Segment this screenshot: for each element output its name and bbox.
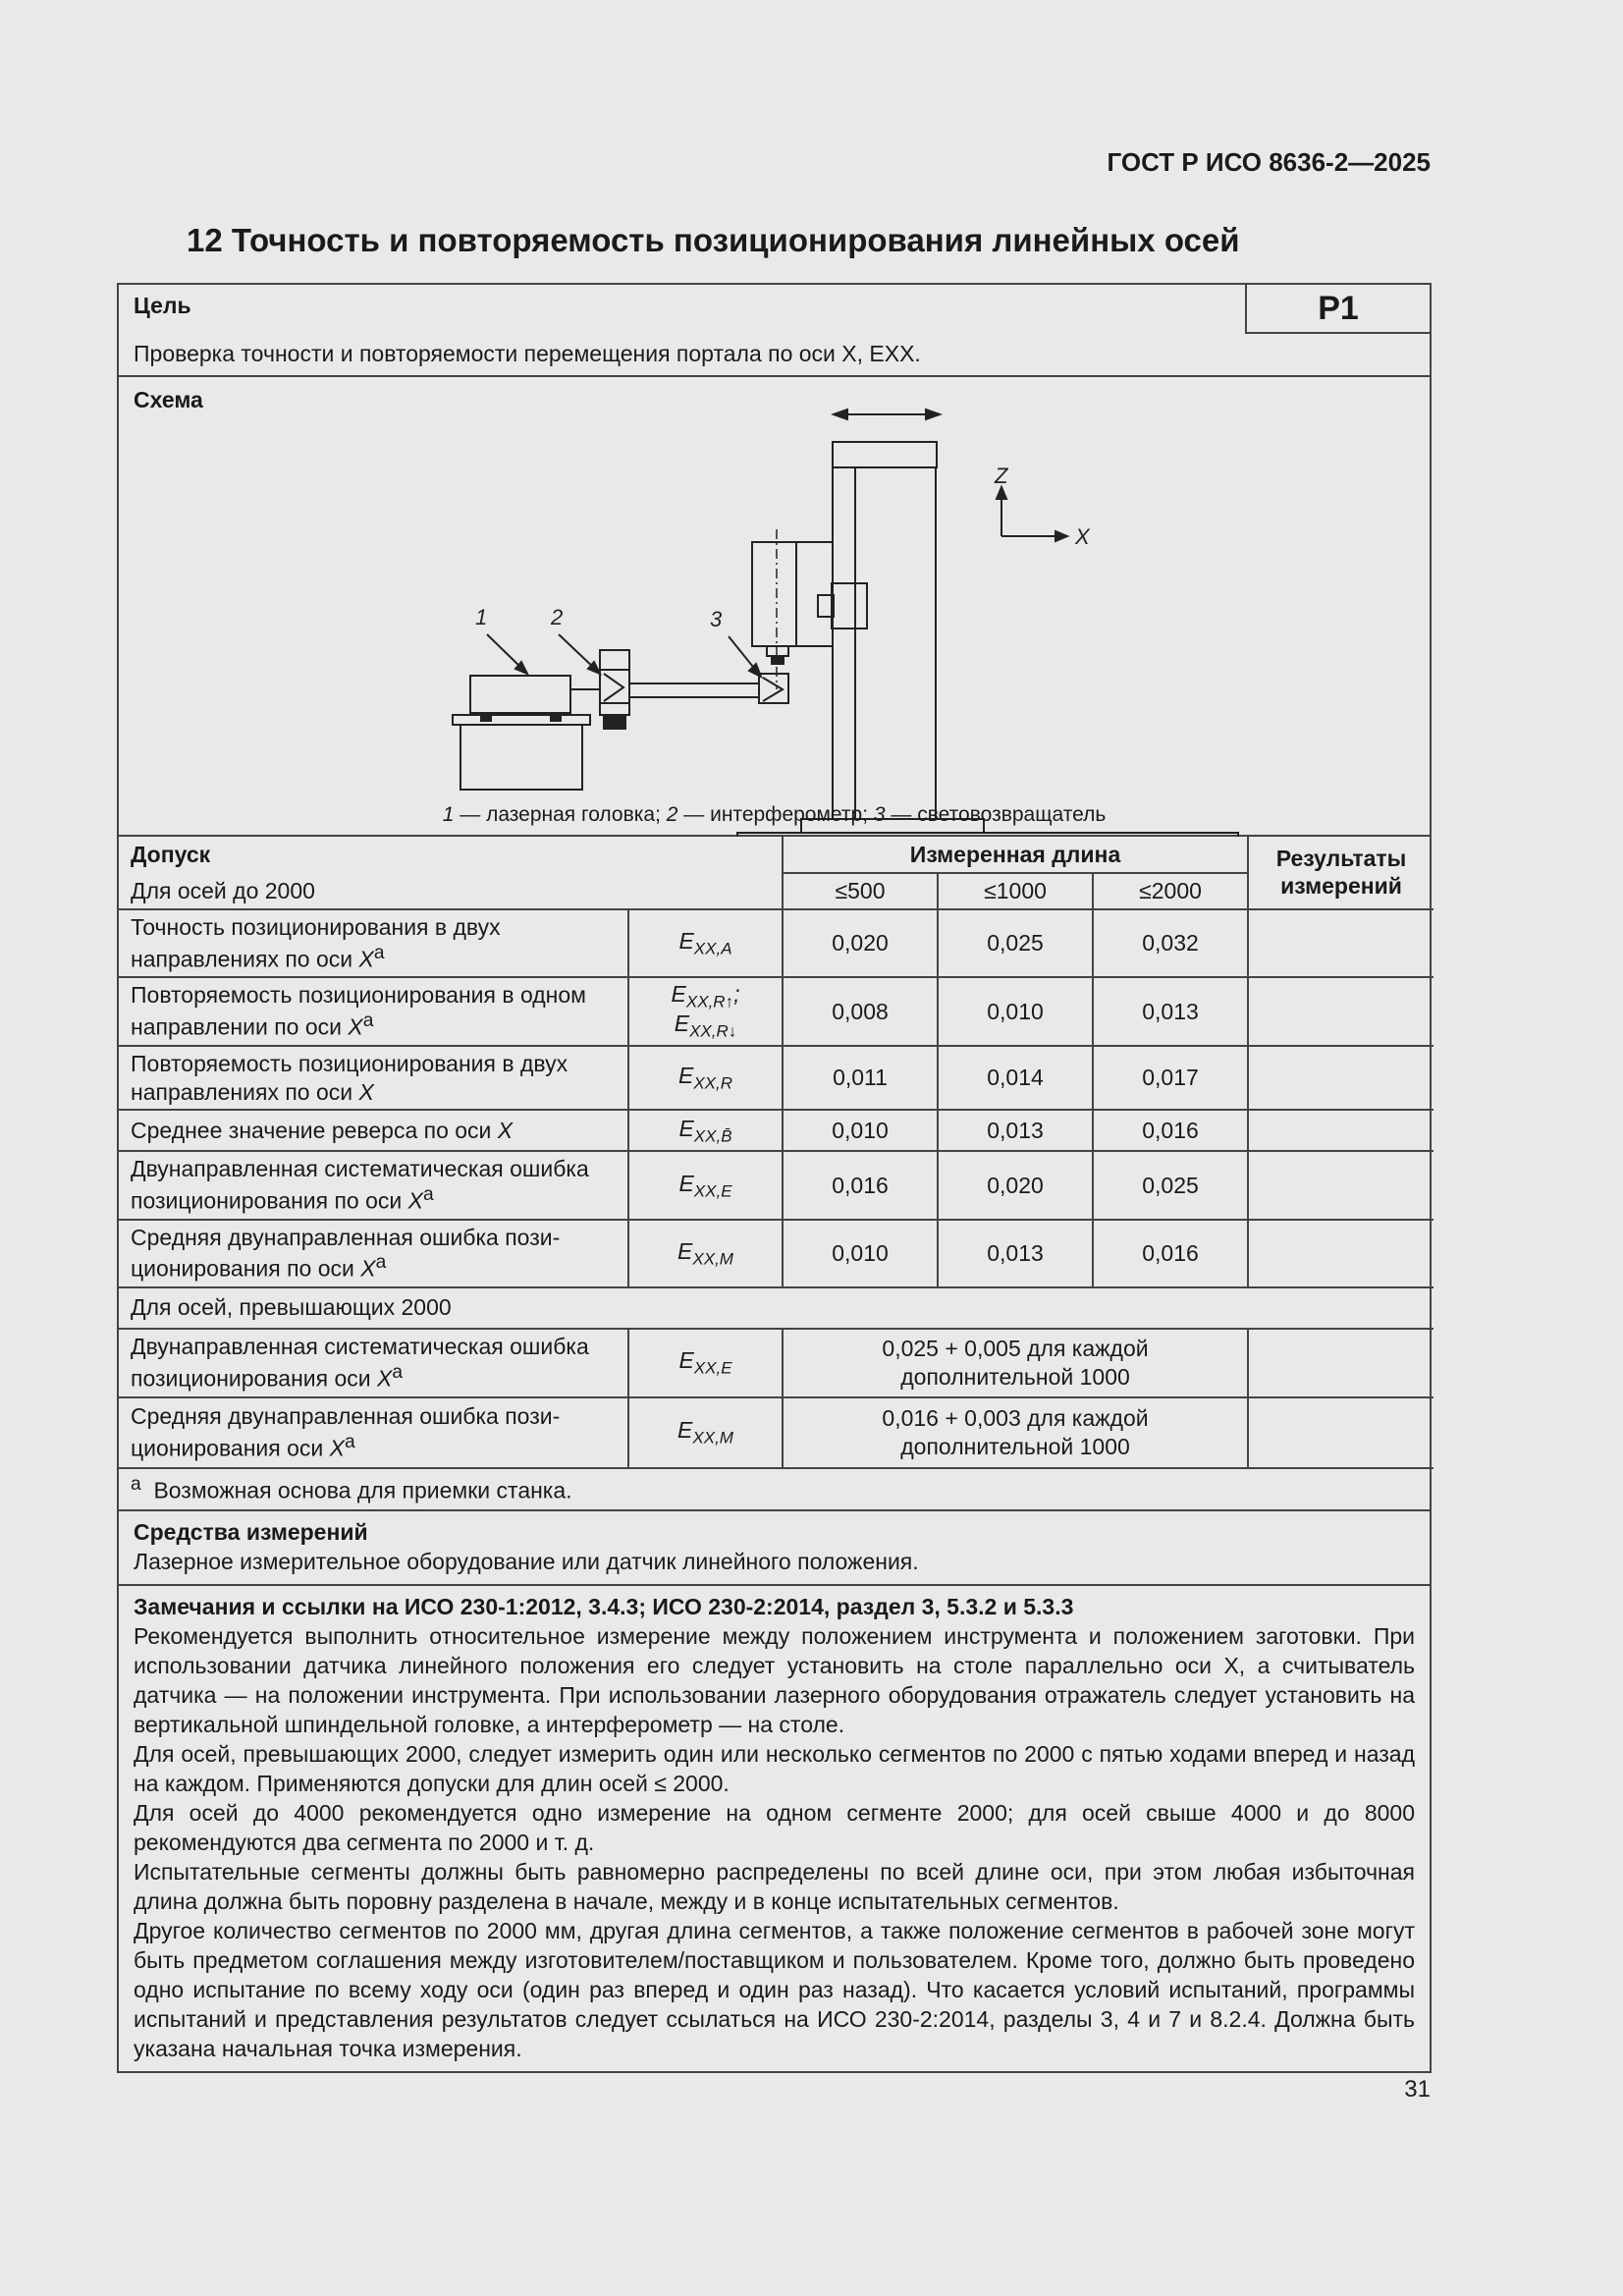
row-value	[783, 1397, 1248, 1468]
retroreflector	[759, 674, 788, 703]
subtitle-le2000: Для осей до 2000	[119, 873, 783, 909]
goal-text: Проверка точности и повторяемости перемещения портала по оси X, EXX.	[134, 341, 921, 366]
row-value: 0,025	[1093, 1151, 1248, 1219]
result-cell	[1248, 1220, 1434, 1287]
result-cell	[1248, 977, 1434, 1046]
row-symbol: $E_{XX,E}$	[628, 1329, 783, 1397]
axis-z-label: Z	[995, 464, 1008, 488]
scheme-label: Схема	[134, 387, 203, 412]
table-row	[119, 1151, 1434, 1219]
table-row	[119, 1329, 1434, 1397]
row-name: Среднее значение реверса по оси X	[119, 1110, 628, 1151]
row-value: 0,017	[1093, 1046, 1248, 1111]
row-value: 0,010	[783, 1220, 938, 1287]
page-number: 31	[1404, 2076, 1431, 2103]
table-row	[119, 1046, 1434, 1111]
notes-block	[119, 1586, 1430, 2071]
tolerance-table	[119, 837, 1434, 1509]
standard-header: ГОСТ Р ИСО 8636-2—2025	[1107, 147, 1431, 177]
row-value: 0,016	[1093, 1110, 1248, 1151]
row-value: 0,020	[783, 909, 938, 977]
notes-paragraph: Для осей до 4000 рекомендуется одно измерение на одном сегменте 2000; для осей свыше 4000 и до 8000 рекомендуются два сегмента по 2000 и т. д.	[134, 1799, 1415, 1855]
footnote-mark: a	[131, 1474, 141, 1496]
laser-stand	[453, 715, 590, 790]
row-value: 0,013	[938, 1110, 1093, 1151]
row-value: 0,032	[1093, 909, 1248, 977]
value-line-2: дополнительной 1000	[900, 1363, 1130, 1390]
row-symbol: $E_{XX,E}$	[628, 1151, 783, 1219]
row-value: 0,013	[1093, 977, 1248, 1046]
measured-length-header: Измеренная длина	[783, 837, 1248, 873]
row-name: Повторяемость позиционирования в одном направлении по оси $X^а$	[119, 977, 628, 1046]
result-cell	[1248, 1046, 1434, 1111]
value-line-1: 0,016 + 0,003 для каждой	[882, 1404, 1149, 1431]
section-title: 12 Точность и повторяемость позиционирования линейных осей	[187, 222, 1240, 258]
row-value: 0,010	[938, 977, 1093, 1046]
tolerance-label: Допуск	[119, 837, 783, 873]
row-value: 0,020	[938, 1151, 1093, 1219]
result-cell	[1248, 1397, 1434, 1468]
notes-paragraph: Другое количество сегментов по 2000 мм, другая длина сегментов, а также положение сегментов в рабочей зоне могут быть предметом соглашения между изготовителем/поставщиком и пользователем. Кроме того, должно быть проведено одно испытание по всему ходу оси (один раз вперед и один раз назад). Что касается условий испытаний, программы испытаний и представления результатов следует ссылаться на ИСО 230-2:2014, разделы 3, 4 и 7 и 8.2.4. Должна быть указана начальная точка измерения.	[134, 1917, 1415, 2061]
row-value: 0,014	[938, 1046, 1093, 1111]
row-name: Двунаправленная систематическая ошибка позиционирования по оси $X^а$	[119, 1151, 628, 1219]
table-row	[119, 1110, 1434, 1151]
travel-arrow	[834, 410, 940, 419]
results-header: Результаты измерений	[1248, 837, 1434, 909]
footnote-text: Возможная основа для приемки станка.	[153, 1477, 572, 1503]
row-symbol: $E_{XX,R}$	[628, 1046, 783, 1111]
tolerance-block	[119, 837, 1430, 1511]
notes-paragraph: Для осей, превышающих 2000, следует измерить один или несколько сегментов по 2000 с пятью ходами вперед и назад на каждом. Применяются допуски для длин осей ≤ 2000.	[134, 1740, 1415, 1796]
instruments-label: Средства измерений	[134, 1518, 368, 1545]
value-line-1: 0,025 + 0,005 для каждой	[882, 1335, 1149, 1361]
row-symbol: $E_{XX,M}$	[628, 1397, 783, 1468]
row-name: Точность позиционирования в двух направлениях по оси $X^а$	[119, 909, 628, 977]
row-name: Средняя двунаправленная ошибка пози-ционирования оси $X^а$	[119, 1397, 628, 1468]
row-value: 0,011	[783, 1046, 938, 1111]
row-value: 0,016	[1093, 1220, 1248, 1287]
callout-3: 3	[710, 607, 723, 631]
row-value: 0,016	[783, 1151, 938, 1219]
callout-1: 1	[475, 605, 488, 629]
length-1000: ≤1000	[938, 873, 1093, 909]
length-500: ≤500	[783, 873, 938, 909]
goal-block	[119, 285, 1430, 377]
notes-paragraph: Рекомендуется выполнить относительное измерение между положением инструмента и положением заготовки. При использовании датчика линейного положения его следует установить на столе параллельно оси X, а считыватель датчика — на положении инструмента. При использовании лазерного оборудования отражатель следует установить на вертикальной шпиндельной головке, а интерферометр — на столе.	[134, 1622, 1415, 1737]
row-value: 0,010	[783, 1110, 938, 1151]
interferometer	[600, 650, 759, 729]
axis-symbol	[994, 464, 1091, 549]
row-name: Повторяемость позиционирования в двух направлениях по оси X	[119, 1046, 628, 1111]
row-value: 0,008	[783, 977, 938, 1046]
table-row	[119, 909, 1434, 977]
row-symbol: $E_{XX,B̄}$	[628, 1110, 783, 1151]
row-symbol: $E_{XX,A}$	[628, 909, 783, 977]
table-row	[119, 977, 1434, 1046]
callout-2: 2	[551, 605, 564, 629]
row-name: Средняя двунаправленная ошибка пози-ционирования по оси $X^а$	[119, 1220, 628, 1287]
row-value: 0,013	[938, 1220, 1093, 1287]
notes-paragraph: Испытательные сегменты должны быть равномерно распределены по всей длине оси, при этом любая избыточная длина должна быть поровну разделена в начале, между и в конце испытательных сегментов.	[134, 1858, 1415, 1914]
instruments-block	[119, 1511, 1430, 1586]
footnote	[119, 1468, 1434, 1509]
row-value	[783, 1329, 1248, 1397]
axis-x-label: X	[1075, 524, 1090, 549]
row-value: 0,025	[938, 909, 1093, 977]
instruments-text: Лазерное измерительное оборудование или датчик линейного положения.	[134, 1548, 919, 1574]
table-row	[119, 1220, 1434, 1287]
result-cell	[1248, 1151, 1434, 1219]
result-cell	[1248, 1329, 1434, 1397]
table-row	[119, 1397, 1434, 1468]
notes-label: Замечания и ссылки на ИСО 230-1:2012, 3.4.3; ИСО 230-2:2014, раздел 3, 5.3.2 и 5.3.3	[134, 1593, 1074, 1619]
spindle-head	[752, 529, 867, 689]
portal	[737, 442, 1238, 837]
row-symbol: $E_{XX,M}$	[628, 1220, 783, 1287]
length-2000: ≤2000	[1093, 873, 1248, 909]
value-line-2: дополнительной 1000	[900, 1433, 1130, 1459]
subtitle-gt2000: Для осей, превышающих 2000	[119, 1287, 1434, 1329]
result-cell	[1248, 909, 1434, 977]
goal-label: Цель	[134, 293, 191, 318]
test-code: P1	[1245, 283, 1432, 334]
row-symbol: $E_{XX,R↑}$; $E_{XX,R↓}$	[628, 977, 783, 1046]
machine-diagram	[119, 377, 1430, 837]
test-sheet	[117, 283, 1432, 2073]
row-name: Двунаправленная систематическая ошибка позиционирования оси $X^а$	[119, 1329, 628, 1397]
scheme-caption: 1 — лазерная головка; 2 — интерферометр; 3 — световозвращатель	[442, 803, 1107, 826]
scheme-block	[119, 377, 1430, 837]
result-cell	[1248, 1110, 1434, 1151]
